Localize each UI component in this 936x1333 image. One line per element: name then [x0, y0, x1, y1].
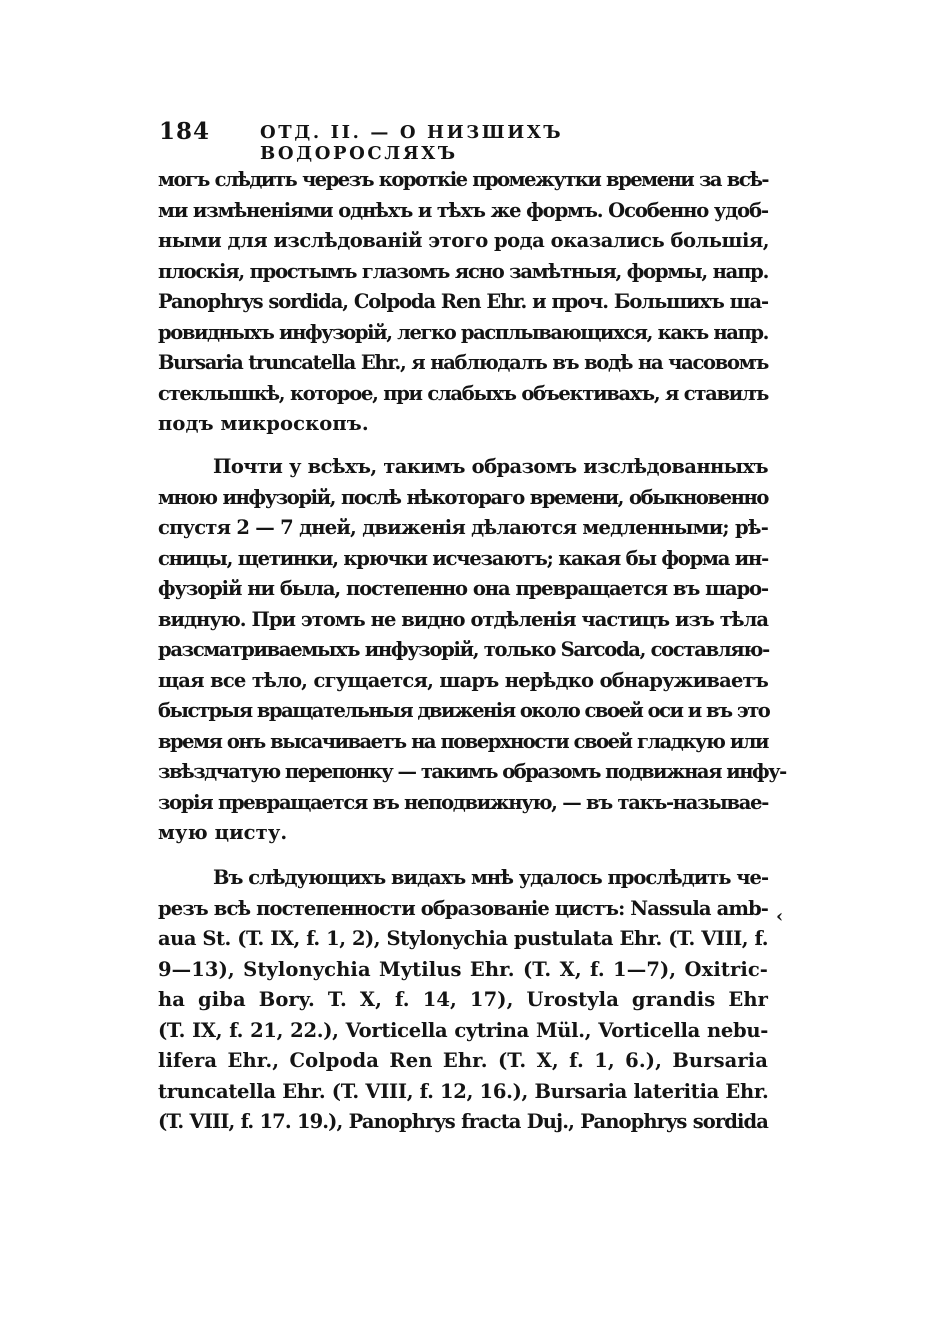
text-line: Panophrys sordida, Colpoda Ren Ehr. и проч. Большихъ ша- — [158, 290, 768, 313]
text-line: стеклышкѣ, которое, при слабыхъ объективахъ, я ставилъ — [158, 381, 768, 405]
text-line: подъ микроскопъ. — [158, 412, 369, 435]
text-line: truncatella Ehr. (T. VIII, f. 12, 16.), Bursaria lateritia Ehr. — [158, 1079, 769, 1103]
text-line: ми измѣненіями однѣхъ и тѣхъ же формъ. Особенно удоб- — [158, 198, 768, 222]
text-line: ными для изслѣдованій этого рода оказались большія, — [158, 229, 770, 252]
page-header — [159, 118, 769, 164]
text-line: щая все тѣло, сгущается, шаръ нерѣдко обнаруживаетъ — [158, 668, 768, 692]
text-line: 9—13), Stylonychia Mytilus Ehr. (T. X, f. 1—7), Oxitric- — [158, 957, 768, 981]
text-line: ровидныхъ инфузорій, легко расплывающихся, какъ напр. — [158, 320, 768, 344]
text-line: (T. VIII, f. 17. 19.), Panophrys fracta Duj., Panophrys sordida — [158, 1110, 768, 1133]
text-line: мую цисту. — [158, 821, 288, 844]
text-line: время онъ высачиваетъ на поверхности своей гладкую или — [158, 729, 768, 753]
page-number: 184 — [159, 118, 211, 145]
text-line: резъ всѣ постепенности образованіе цистъ: Nassula amb- — [158, 896, 768, 920]
text-line: Въ слѣдующихъ видахъ мнѣ удалось прослѣдить че- — [213, 866, 769, 889]
text-line: (T. IX, f. 21, 22.), Vorticella cytrina Mül., Vorticella nebu- — [158, 1018, 768, 1042]
text-line: видную. При этомъ не видно отдѣленія частицъ изъ тѣла — [158, 607, 768, 631]
text-line: зорія превращается въ неподвижную, — въ такъ-называе- — [158, 790, 768, 814]
margin-mark: ‹ — [776, 906, 784, 927]
text-line: разсматриваемыхъ инфузорій, только Sarcoda, составляю- — [158, 638, 769, 661]
text-line: спустя 2 — 7 дней, движенія дѣлаются медленными; рѣ- — [158, 516, 768, 539]
text-line: Почти у всѣхъ, такимъ образомъ изслѣдованныхъ — [213, 455, 768, 478]
paragraph-2 — [158, 452, 786, 849]
text-line: мною инфузорій, послѣ нѣкотораго времени, обыкновенно — [158, 485, 768, 509]
text-line: lifera Ehr., Colpoda Ren Ehr. (T. X, f. 1, 6.), Bursaria — [158, 1049, 768, 1072]
paragraph-1 — [158, 165, 768, 440]
text-line: быстрыя вращательныя движенія около своей оси и въ это — [158, 699, 770, 722]
text-line: Bursaria truncatella Ehr., я наблюдалъ въ водѣ на часовомъ — [158, 351, 768, 374]
text-line: плоскія, простымъ глазомъ ясно замѣтныя, формы, напр. — [158, 259, 769, 283]
running-head: ОТД. II. — О НИЗШИХЪ ВОДОРОСЛЯХЪ — [260, 122, 564, 164]
text-line: сницы, щетинки, крючки исчезаютъ; какая бы форма ин- — [158, 546, 769, 570]
text-line: aua St. (T. IX, f. 1, 2), Stylonychia pustulata Ehr. (T. VIII, f. — [158, 927, 768, 950]
text-line: фузорій ни была, постепенно она превращается въ шаро- — [158, 577, 768, 600]
paragraph-3 — [158, 863, 768, 1138]
text-line: ha giba Bory. T. X, f. 14, 17), Urostyla grandis Ehr — [158, 988, 768, 1011]
text-line: звѣздчатую перепонку — такимъ образомъ подвижная инфу- — [158, 760, 786, 783]
text-line: могъ слѣдить черезъ короткіе промежутки времени за всѣ- — [158, 168, 768, 191]
